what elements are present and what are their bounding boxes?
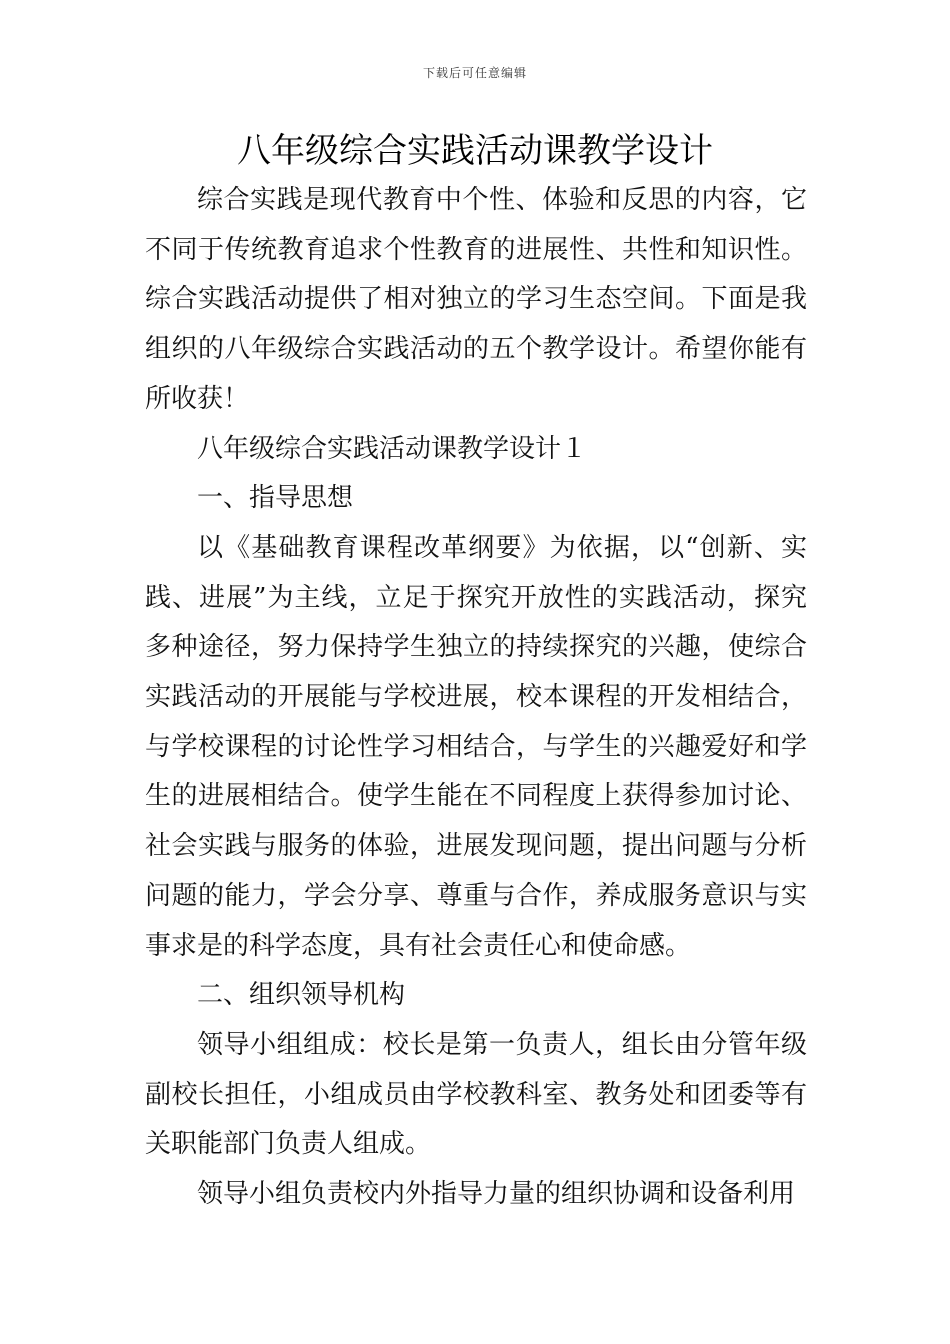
leadership-paragraph: 领导小组负责校内外指导力量的组织协调和设备利用 <box>197 1179 796 1210</box>
guiding-ideology-paragraph: 以《基础教育课程改革纲要》为依据，以“创新、实践、进展”为主线，立足于探究开放性的实践活动，探究多种途径，努力保持学生独立的持续探究的兴趣，使综合实践活动的开展能与学校进展，校本课程的开发相结合，与学校课程的讨论性学习相结合，与学生的兴趣爱好和学生的进展相结合。使学生能在不同程度上获得参加讨论、社会实践与服务的体验，进展发现问题，提出问题与分析问题的能力，学会分享、尊重与合作，养成服务意识与实事求是的科学态度，具有社会责任心和使命感。 <box>145 532 807 961</box>
intro-paragraph: 综合实践是现代教育中个性、体验和反思的内容，它不同于传统教育追求个性教育的进展性、共性和知识性。综合实践活动提供了相对独立的学习生态空间。下面是我组织的八年级综合实践活动的五个教学设计。希望你能有所收获！ <box>145 185 807 414</box>
organization-paragraph: 领导小组组成：校长是第一负责人，组长由分管年级副校长担任，小组成员由学校教科室、教务处和团委等有关职能部门负责人组成。 <box>145 1029 807 1160</box>
section-heading-organization: 二、组织领导机构 <box>197 980 406 1011</box>
document-title: 八年级综合实践活动课教学设计 <box>237 131 713 171</box>
section-heading-guiding-ideology: 一、指导思想 <box>197 483 354 514</box>
header-note: 下载后可任意编辑 <box>422 66 527 80</box>
document-body <box>145 176 807 1220</box>
section-heading-design-1: 八年级综合实践活动课教学设计１ <box>197 433 588 464</box>
